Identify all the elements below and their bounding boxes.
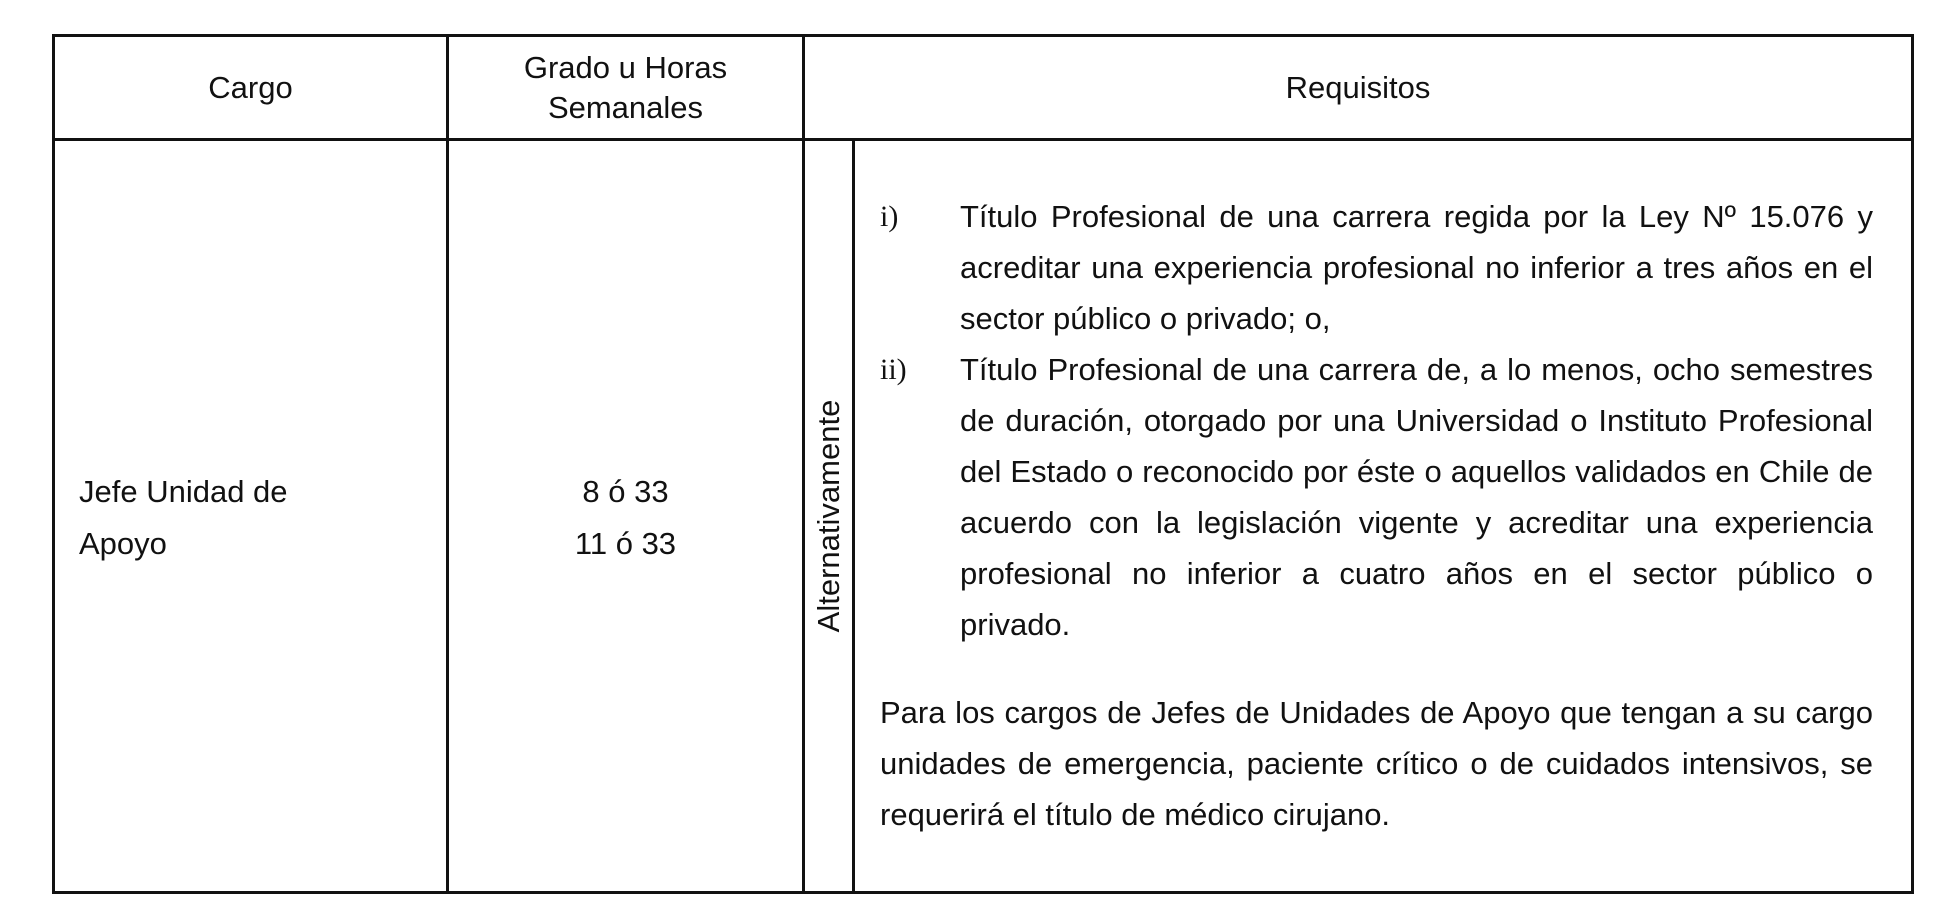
requisito-text: Título Profesional de una carrera de, a lo menos, ocho semestres de duración, otorgado por una Universidad o Instituto Profesional del Estado o reconocido por éste o aquellos validados en Chile de acuerdo con la legislación vigente y acreditar una experiencia profesional no inferior a cuatro años en el sector público o privado.	[960, 352, 1873, 642]
list-marker: ii)	[880, 353, 907, 386]
header-cell-grado	[449, 37, 805, 138]
alternativamente-label: Alternativamente	[810, 399, 846, 633]
cell-requisitos	[805, 141, 1911, 891]
cargo-value	[79, 466, 419, 570]
requirements-table	[52, 34, 1914, 894]
cargo-line1: Jefe Unidad de	[79, 474, 288, 509]
list-marker: i)	[880, 200, 899, 233]
requisitos-note: Para los cargos de Jefes de Unidades de Apoyo que tengan a su cargo unidades de emergencia, paciente crítico o de cuidados intensivos, se requerirá el título de médico cirujano.	[880, 695, 1873, 832]
table-header-row	[55, 37, 1911, 141]
header-cell-requisitos	[805, 37, 1911, 138]
requisitos-content	[880, 191, 1873, 840]
grado-line1: 8 ó 33	[582, 474, 669, 509]
grado-line2: 11 ó 33	[574, 526, 677, 561]
grado-value	[449, 466, 802, 570]
cell-grado	[449, 141, 805, 891]
header-grado-line1: Grado u Horas	[523, 49, 728, 85]
list-item	[880, 191, 1873, 344]
list-item	[880, 344, 1873, 650]
cell-cargo	[55, 141, 449, 891]
header-grado-label	[449, 37, 802, 138]
header-grado-line2: Semanales	[547, 89, 704, 125]
cell-alternativamente	[805, 141, 855, 891]
table-row	[55, 141, 1911, 891]
header-cargo-label: Cargo	[208, 69, 293, 105]
cargo-line2: Apoyo	[79, 526, 167, 561]
header-requisitos-label: Requisitos	[1285, 69, 1431, 105]
header-cell-cargo	[55, 37, 449, 138]
requisito-text: Título Profesional de una carrera regida por la Ley Nº 15.076 y acreditar una experiencia profesional no inferior a tres años en el sector público o privado; o,	[960, 199, 1873, 336]
